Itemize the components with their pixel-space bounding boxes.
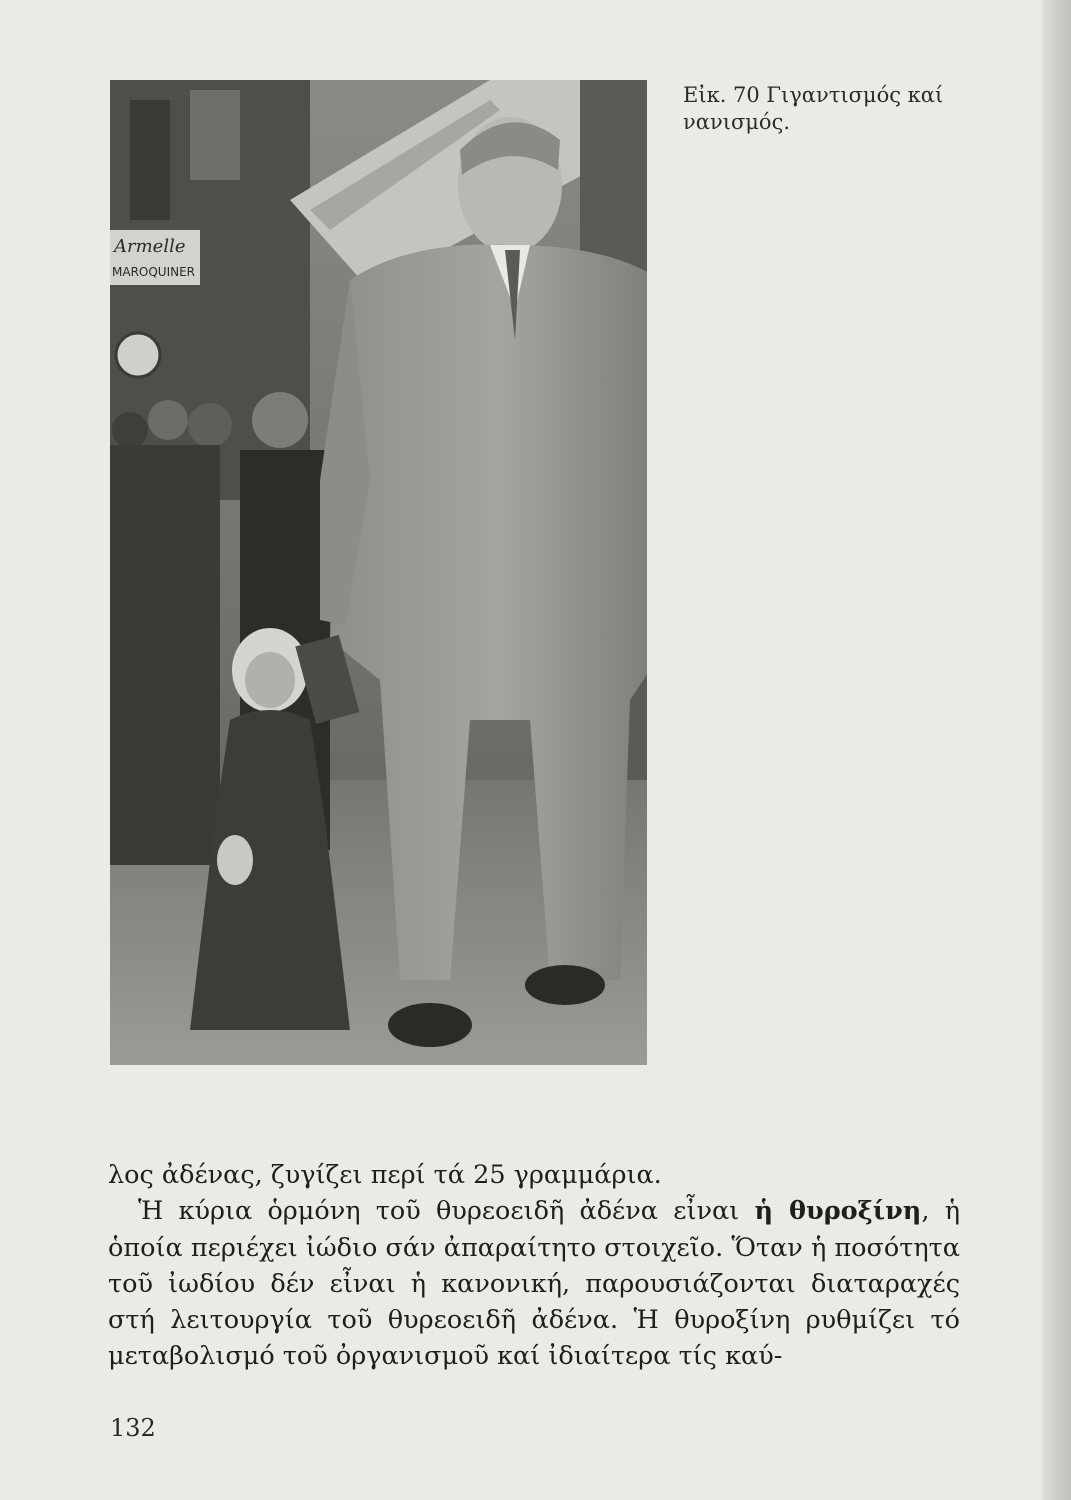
thyroxine-term: ἡ θυροξίνη — [754, 1196, 922, 1227]
caption-line-2: νανισμός. — [683, 110, 791, 134]
caption-line-1: Εἰκ. 70 Γιγαντισμός καί — [683, 83, 944, 107]
paragraph-1: λος ἀδένας, ζυγίζει περί τά 25 γραμμάρια. — [108, 1160, 662, 1190]
paragraph-2-start: Ἡ κύρια ὁρμόνη τοῦ θυρεοειδῆ ἀδένα εἶναι — [138, 1196, 755, 1227]
photograph-giant-and-dwarf — [110, 80, 647, 1065]
paragraph-2-rest: , ἡ ὁποία περιέχει ἰώδιο σάν ἀπαραίτητο στοιχεῖο. Ὅταν ἡ ποσότητα τοῦ ἰωδίου δέν εἶναι ἡ κανονική, παρουσιάζονται διαταραχές στή λειτουργία τοῦ θυρεοειδῆ ἀδένα. Ἡ θυροξίνη ρυθμίζει τό μεταβολισμό τοῦ ὀργανισμοῦ καί ἰδιαίτερα τίς καύ- — [108, 1196, 960, 1372]
shop-sign-subtext: MAROQUINER — [112, 265, 196, 279]
photo-illustration — [110, 80, 647, 1065]
body-text — [108, 1157, 960, 1375]
paragraph-2 — [108, 1193, 960, 1374]
figure-caption — [683, 82, 1003, 136]
shop-sign-text: Armelle — [114, 236, 186, 257]
page-number: 132 — [110, 1414, 156, 1442]
